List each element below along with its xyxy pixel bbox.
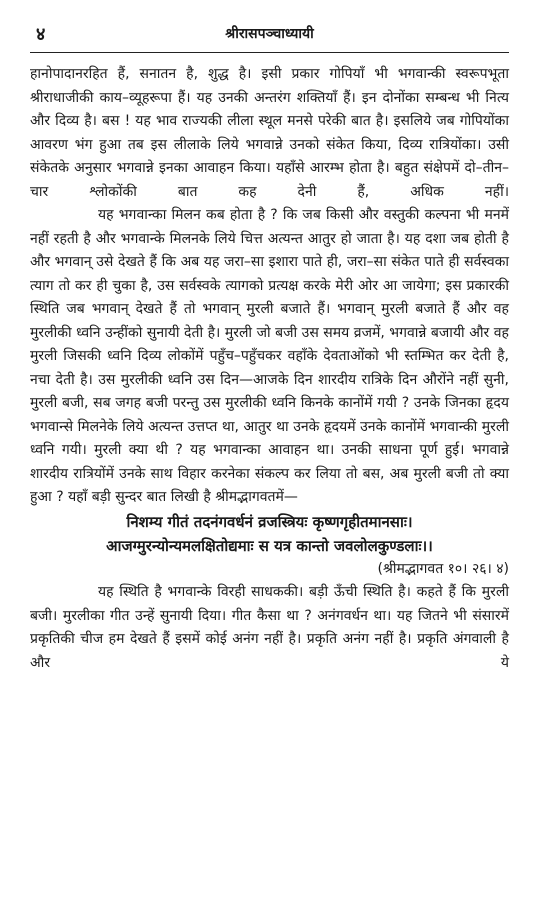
paragraph-3: यह स्थिति है भगवान्के विरही साधककी। बड़ी ऊँची स्थिति है। कहते हैं कि मुरली बजी। मुरलीका गीत उन्हें सुनायी दिया। गीत कैसा था ? अनंगवर्धन था। यह जितने भी संसारमें प्रकृतिकी चीज हम देखते हैं इसमें कोई अनंग नहीं है। प्रकृति अनंग नहीं है। प्रकृति अंगवाली है और ये — [30, 584, 509, 671]
header-rule — [30, 52, 509, 53]
paragraph-1: हानोपादानरहित हैं, सनातन है, शुद्ध है। इसी प्रकार गोपियाँ भी भगवान्की स्वरूपभूता श्रीराधाजीकी काय–व्यूहरूपा हैं। यह उनकी अन्तरंग शक्तियाँ हैं। इन दोनोंका सम्बन्ध भी नित्य और दिव्य है। बस ! यह भाव राज्यकी लीला स्थूल मनसे परेकी बात है। इसलिये जब गोपियोंका आवरण भंग हुआ तब इस लीलाके लिये भगवान्ने उनको संकेत किया, दिव्य रात्रियोंका। उसी संकेतके अनुसार भगवान्ने इनका आवाहन किया। यहाँसे आरम्भ होता है। बहुत संक्षेपमें दो–तीन–चार श्लोकोंकी बात कह देनी हैं, अधिक नहीं। — [30, 66, 509, 200]
verse-citation: (श्रीमद्भागवत १०। २६। ४) — [377, 560, 509, 577]
verse-line-1: निशम्य गीतं तदनंगवर्धनं व्रजस्त्रियः कृष्णगृहीतमानसाः। — [126, 512, 413, 531]
running-title: श्रीरासपञ्चाध्यायी — [225, 26, 314, 42]
verse-line-2: आजग्मुरन्योन्यमलक्षितोद्यमाः स यत्र कान्तो जवलोलकुण्डलाः।। — [106, 536, 433, 555]
page-body — [30, 63, 509, 675]
paragraph-2: यह भगवान्का मिलन कब होता है ? कि जब किसी और वस्तुकी कल्पना भी मनमें नहीं रहती है और भगवान्के मिलनके लिये चित्त अत्यन्त आतुर हो जाता है। यह दशा जब होती है और भगवान् उसे देखते हैं कि अब यह जरा–सा इशारा पाते ही, जरा–सा संकेत पाते ही सर्वस्वका त्याग तो कर ही चुका है, उस सर्वस्वके त्यागको प्रत्यक्ष करके मेरी ओर आ जायेगा; इस प्रकारकी स्थिति जब भगवान् देखते हैं तो भगवान् मुरली बजाते हैं। भगवान् मुरली बजाते हैं और वह मुरलीकी ध्वनि उन्हींको सुनायी देती है। मुरली जो बजी उस समय व्रजमें, भगवान्ने बजायी और वह मुरली जिसकी ध्वनि दिव्य लोकोंमें पहुँच–पहुँचकर वहाँके देवताओंको भी स्तम्भित कर देती है, नचा देती है। उस मुरलीकी ध्वनि उस दिन—आजके दिन शारदीय रात्रिके दिन औरोंने नहीं सुनी, मुरली बजी, सब जगह बजी परन्तु उस मुरलीकी ध्वनि किनके कानोंमें गयी ? उनके जिनका हृदय भगवान्से मिलनेके लिये अत्यन्त उत्तप्त था, आतुर था उनके हृदयमें उनके कानोंमें भगवान्की मुरली ध्वनि गयी। मुरली क्या थी ? यह भगवान्का आवाहन था। उनकी साधना पूर्ण हुई। भगवान्ने शारदीय रात्रियोंमें उनके साथ विहार करनेका संकल्प कर लिया तो बस, अब मुरली बजी तो क्या हुआ ? यहाँ बड़ी सुन्दर बात लिखी है श्रीमद्भागवतमें— — [30, 207, 509, 505]
page-number: ४ — [36, 24, 46, 45]
page-header — [30, 22, 509, 48]
